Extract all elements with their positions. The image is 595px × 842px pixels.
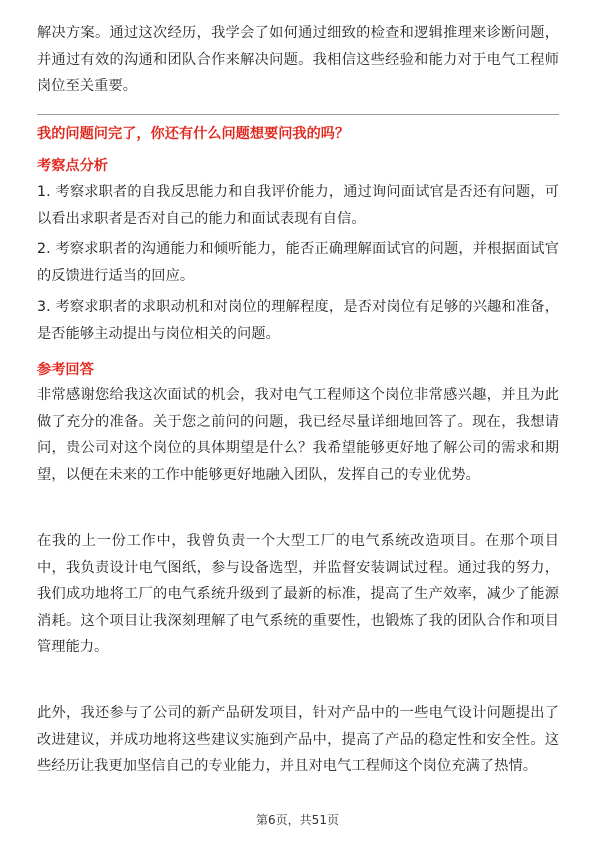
analysis-heading: 考察点分析 (37, 158, 108, 174)
answer-paragraph-2: 在我的上一份工作中，我曾负责一个大型工厂的电气系统改造项目。在那个项目中，我负责设计电气图纸，参与设备选型，并监督安装调试过程。通过我的努力，我们成功地将工厂的电气系统升级到了最新的标准，提高了生产效率，减少了能源消耗。这个项目让我深刻理解了电气系统的重要性，也锻炼了我的团队合作和项目管理能力。 (37, 533, 559, 655)
intro-paragraph: 解决方案。通过这次经历，我学会了如何通过细致的检查和逻辑推理来诊断问题，并通过有效的沟通和团队合作来解决问题。我相信这些经验和能力对于电气工程师岗位至关重要。 (37, 25, 559, 94)
section-divider (37, 114, 559, 115)
answer-heading: 参考回答 (37, 362, 94, 378)
page-number: 第6页，共51页 (256, 813, 339, 827)
analysis-item-2: 2. 考察求职者的沟通能力和倾听能力，能否正确理解面试官的问题，并根据面试官的反馈进行适当的回应。 (37, 241, 559, 284)
answer-paragraph-1: 非常感谢您给我这次面试的机会，我对电气工程师这个岗位非常感兴趣，并且为此做了充分的准备。关于您之前问的问题，我已经尽量详细地回答了。现在，我想请问，贵公司对这个岗位的具体期望是什么？我希望能够更好地了解公司的需求和期望，以便在未来的工作中能够更好地融入团队，发挥自己的专业优势。 (37, 387, 559, 483)
answer-paragraph-3: 此外，我还参与了公司的新产品研发项目，针对产品中的一些电气设计问题提出了改进建议，并成功地将这些建议实施到产品中，提高了产品的稳定性和安全性。这些经历让我更加坚信自己的专业能力，并且对电气工程师这个岗位充满了热情。 (37, 705, 559, 774)
analysis-item-3: 3. 考察求职者的求职动机和对岗位的理解程度，是否对岗位有足够的兴趣和准备，是否能够主动提出与岗位相关的问题。 (37, 299, 559, 342)
interview-question: 我的问题问完了，你还有什么问题想要问我的吗？ (37, 126, 350, 142)
analysis-item-1: 1. 考察求职者的自我反思能力和自我评价能力，通过询问面试官是否还有问题，可以看出求职者是否对自己的能力和面试表现有自信。 (37, 184, 559, 227)
